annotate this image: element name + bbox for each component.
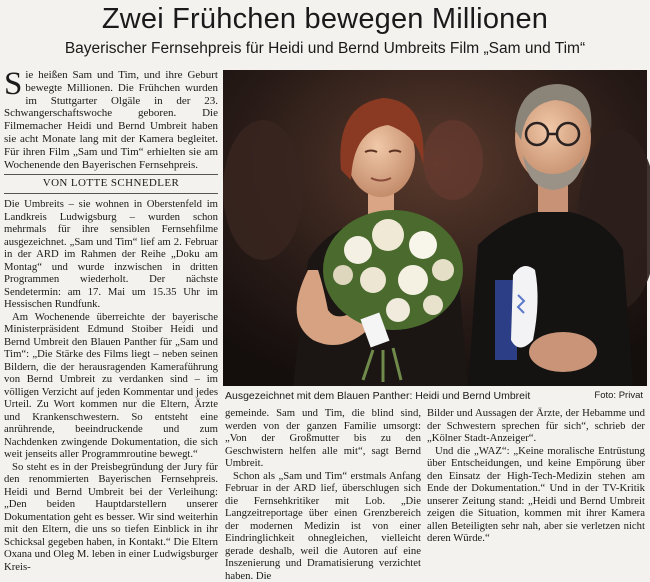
body-paragraph: So steht es in der Preisbegründung der Jury für den renommierten Bayerischen Fernsehpreis. Heidi und Bernd Umbreit bei der Verleihung: „Den beiden Hauptdarstellern unserer Dokumentation geht es besser. Wir sind weiterhin mit den Eltern, die uns so tiefen Einblick in ihr Schicksal gegeben haben, in Kontakt.“ Die Eltern Oxana und Oleg M. leben in einer Ludwigsburger Kreis-	[4, 461, 218, 574]
body-paragraph: Am Wochenende überreichte der bayerische Ministerpräsident Edmund Stoiber Heidi und Bernd Umbreit den Blauen Panther für „Sam und Tim“: „Die Stärke des Films liegt – neben seinen Bildern, die der herausragenden Kameraführung von Bernd Umbreit zu verdanken sind – im völligen Verzicht auf jeden Kommentar und jedes Urteil. Zu Wort kommen nur die Eltern, Ärzte und Krankenschwestern. So entsteht eine anrührende, beeindruckende und zum Nachdenken zwingende Dokumentation, die sich weit jenseits aller Programmroutine bewegt.“	[4, 311, 218, 461]
award-photo-illustration	[223, 70, 647, 386]
article-column-2	[225, 407, 421, 555]
photo-caption-text: Ausgezeichnet mit dem Blauen Panther: Heidi und Bernd Umbreit	[225, 390, 530, 402]
photo-caption	[225, 389, 645, 403]
body-paragraph: Schon als „Sam und Tim“ erstmals Anfang Februar in der ARD lief, überschlugen sich die Fernsehkritiker mit Lob. „Die Langzeitreportage über einen Grenzbereich der modernen Medizin ist von einer Eindringlichkeit ohnegleichen, vielleicht gerade deshalb, weil die Autoren auf eine Inszenierung und Dramatisierung verzichtet haben. Die	[225, 470, 421, 582]
headline: Zwei Frühchen bewegen Millionen	[0, 2, 650, 36]
award-photo	[223, 70, 647, 386]
body-paragraph: Bilder und Aussagen der Ärzte, der Hebamme und der Schwestern sprechen für sich“, schrieb der „Kölner Stadt-Anzeiger“.	[427, 407, 645, 445]
article-column-1	[4, 198, 218, 554]
byline-rule-top	[4, 174, 218, 175]
byline: VON LOTTE SCHNEDLER	[4, 177, 218, 190]
lead-paragraph	[4, 69, 218, 171]
body-paragraph: Die Umbreits – sie wohnen in Oberstenfeld im Landkreis Ludwigsburg – wurden schon mehrmals für ihre sensiblen Fernsehfilme ausgezeichnet. „Sam und Tim“ lief am 2. Februar in der ARD im Rahmen der Reihe „Doku am Montag“ und wurde inzwischen in dritten Programmen wiederholt. Der nächste Sendetermin: am 17. Mai um 15.35 Uhr im Hessischen Rundfunk.	[4, 198, 218, 311]
drop-cap: S	[4, 71, 22, 98]
body-paragraph: Und die „WAZ“: „Keine moralische Entrüstung über Entscheidungen, und keine Empörung über den Einsatz der High-Tech-Medizin stehen am Ende der Dokumentation.“ Und in der TV-Kritik unserer Zeitung stand: „Heidi und Bernd Umbreit zeigen die Situation, kommen mit ihrer Kamera allen Beteiligten sehr nah, aber sie verletzen nicht deren Würde.“	[427, 445, 645, 545]
body-paragraph: gemeinde. Sam und Tim, die blind sind, werden von der ganzen Familie umsorgt: „Von der Großmutter bis zu den Geschwistern helfen alle mit“, sagt Bernd Umbreit.	[225, 407, 421, 470]
subheadline: Bayerischer Fernsehpreis für Heidi und Bernd Umbreits Film „Sam und Tim“	[0, 39, 650, 59]
photo-credit: Foto: Privat	[594, 389, 643, 403]
article-column-3	[427, 407, 645, 555]
lead-text: ie heißen Sam und Tim, und ihre Geburt bewegte Millionen. Die Frühchen wurden im Stuttgarter Olgäle in der 23. Schwangerschaftswoche geboren. Die Filmemacher Heidi und Bernd Umbreit haben sie acht Monate lang mit der Kamera begleitet. Für ihren Film „Sam und Tim“ erhielten sie am Wochenende den Bayerischen Fernsehpreis.	[4, 69, 218, 171]
byline-rule-bottom	[4, 193, 218, 194]
